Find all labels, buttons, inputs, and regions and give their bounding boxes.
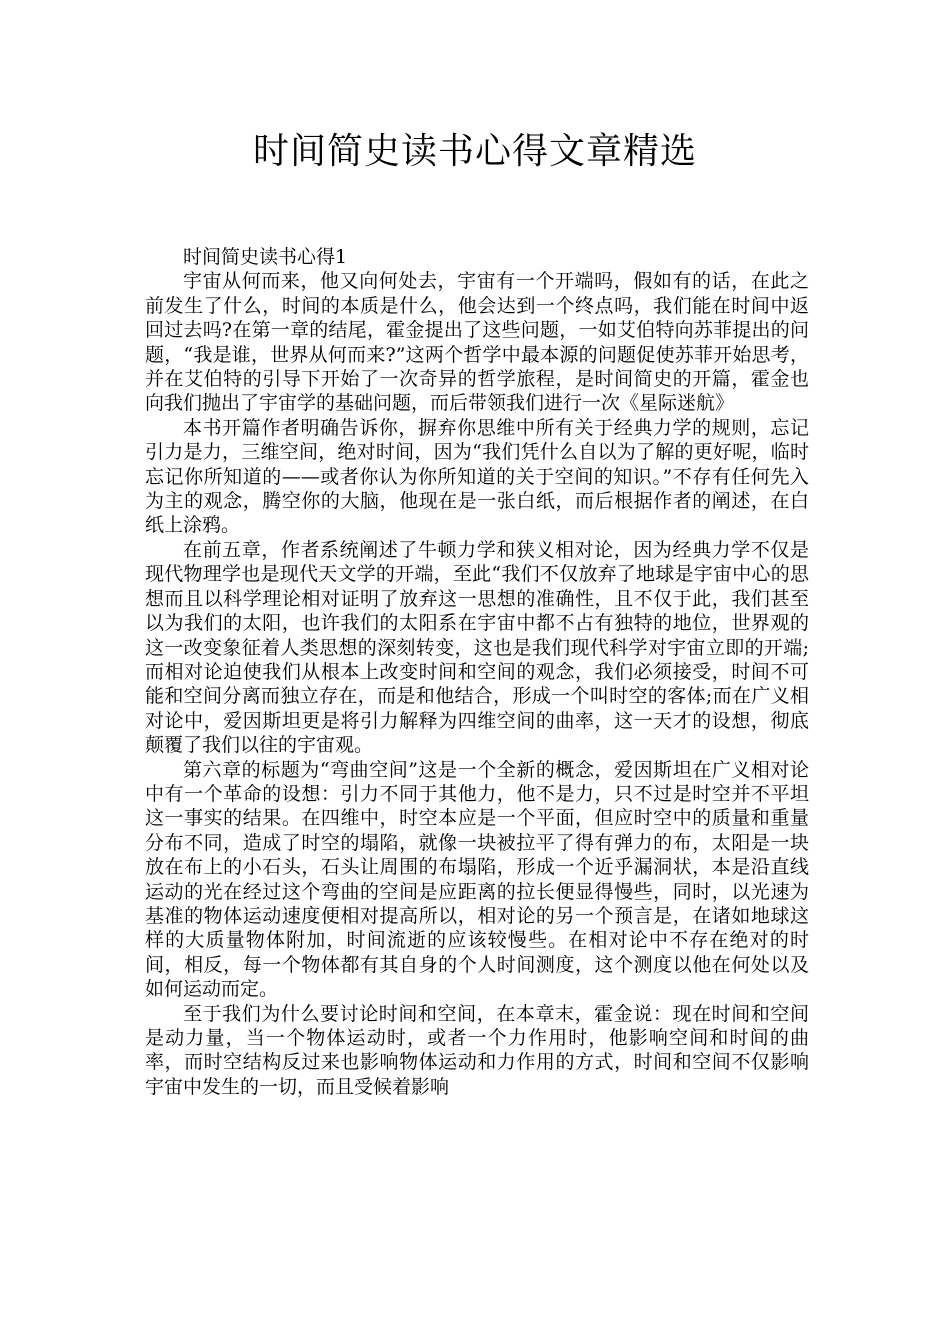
document-title: 时间简史读书心得文章精选 — [252, 131, 697, 172]
paragraph: 在前五章，作者系统阐述了牛顿力学和狭义相对论，因为经典力学不仅是现代物理学也是现代天文学的开端，至此“我们不仅放弃了地球是宇宙中心的思想而且以科学理论相对证明了放弃这一思想的准确性，且不仅于此，我们甚至以为我们的太阳，也许我们的太阳系在宇宙中都不占有独特的地位，世界观的这一改变象征着人类思想的深刻转变，这也是我们现代科学对宇宙立即的开端;而相对论迫使我们从根本上改变时间和空间的观念，我们必须接受，时间不可能和空间分离而独立存在，而是和他结合，形成一个叫时空的客体;而在广义相对论中，爱因斯坦更是将引力解释为四维空间的曲率，这一天才的设想，彻底颠覆了我们以往的宇宙观。 — [145, 538, 809, 757]
paragraph: 宇宙从何而来，他又向何处去，宇宙有一个开端吗，假如有的话，在此之前发生了什么，时间的本质是什么，他会达到一个终点吗，我们能在时间中返回过去吗?在第一章的结尾，霍金提出了这些问题，一如艾伯特向苏菲提出的问题，“我是谁，世界从何而来?”这两个哲学中最本源的问题促使苏菲开始思考，并在艾伯特的引导下开始了一次奇异的哲学旅程，是时间简史的开篇，霍金也向我们抛出了宇宙学的基础问题，而后带领我们进行一次《星际迷航》 — [145, 270, 809, 415]
paragraph: 本书开篇作者明确告诉你，摒弃你思维中所有关于经典力学的规则，忘记引力是力，三维空间，绝对时间，因为“我们凭什么自以为了解的更好呢，临时忘记你所知道的——或者你认为你所知道的关于空间的知识。”不存有任何先入为主的观念，腾空你的大脑，他现在是一张白纸，而后根据作者的阐述，在白纸上涂鸦。 — [145, 416, 809, 537]
paragraph: 第六章的标题为“弯曲空间”这是一个全新的概念，爱因斯坦在广义相对论中有一个革命的设想：引力不同于其他力，他不是力，只不过是时空并不平坦这一事实的结果。在四维中，时空本应是一个平面，但应时空中的质量和重量分布不同，造成了时空的塌陷，就像一块被拉平了得有弹力的布，太阳是一块放在布上的小石头，石头让周围的布塌陷，形成一个近乎漏洞状，本是沿直线运动的光在经过这个弯曲的空间是应距离的拉长便显得慢些，同时，以光速为基准的物体运动速度便相对提高所以，相对论的另一个预言是，在诸如地球这样的大质量物体附加，时间流逝的应该较慢些。在相对论中不存在绝对的时间，相反，每一个物体都有其自身的个人时间测度，这个测度以他在何处以及如何运动而定。 — [145, 758, 809, 1001]
paragraph-heading: 时间简史读书心得1 — [183, 246, 348, 268]
document-body — [145, 245, 809, 1099]
paragraph: 至于我们为什么要讨论时间和空间，在本章末，霍金说：现在时间和空间是动力量，当一个物体运动时，或者一个力作用时，他影响空间和时间的曲率，而时空结构反过来也影响物体运动和力作用的方式，时间和空间不仅影响宇宙中发生的一切，而且受候着影响 — [145, 1002, 809, 1098]
